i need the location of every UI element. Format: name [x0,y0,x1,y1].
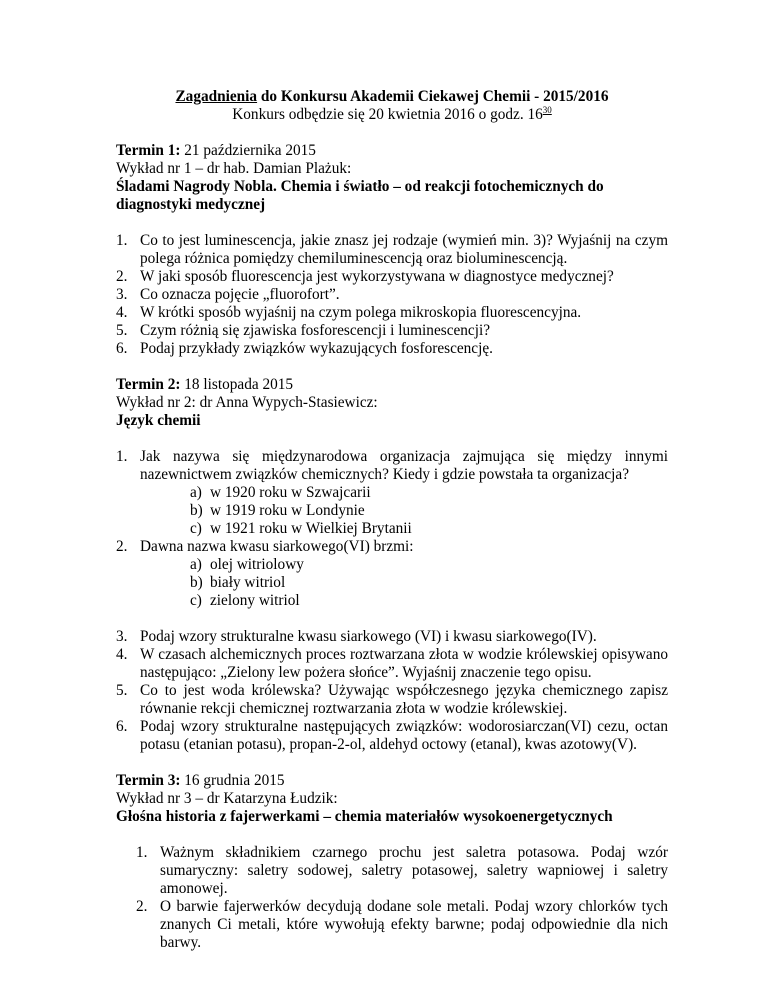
term-1-lecture: Wykład nr 1 – dr hab. Damian Plażuk: [116,160,352,177]
term-3-label: Termin 3: [116,772,181,789]
term-3-lecture: Wykład nr 3 – dr Katarzyna Łudzik: [116,790,338,807]
list-item: 2. Dawna nazwa kwasu siarkowego(VI) brzmi: a) olej witriolowy b) biały witriol c) zielony witriol [116,538,668,610]
term-2-lecture: Wykład nr 2: dr Anna Wypych-Stasiewicz: [116,394,378,411]
term-1-date: 21 października 2015 [180,142,316,159]
option-list [190,484,668,538]
term-2-title: Język chemii [116,412,201,429]
term-2-questions-b [116,628,668,754]
subtitle-text: Konkurs odbędzie się 20 kwietnia 2016 o godz. 16 [232,106,543,123]
term-3-title: Głośna historia z fajerwerkami – chemia materiałów wysokoenergetycznych [116,808,613,825]
list-item: 5. Co to jest woda królewska? Używając współczesnego języka chemicznego zapisz równanie rekcji chemicznej roztwarzania złota w wodzie królewskiej. [116,682,668,717]
option-item: a) w 1920 roku w Szwajcarii [190,484,371,501]
option-item: b) w 1919 roku w Londynie [190,502,365,519]
list-item: 2. O barwie fajerwerków decydują dodane sole metali. Podaj wzory chlorków tych znanych Ci metali, które wywołują efekty barwne; podaj odpowiednie dla nich barwy. [136,898,668,951]
list-item: 2. W jaki sposób fluorescencja jest wykorzystywana w diagnostyce medycznej? [116,268,614,285]
list-item: 5. Czym różnią się zjawiska fosforescencji i luminescencji? [116,322,490,339]
spacer [116,610,668,628]
term-3-heading [116,772,668,790]
term-1-heading [116,142,668,160]
term-2-heading [116,376,668,394]
list-item: 3. Podaj wzory strukturalne kwasu siarkowego (VI) i kwasu siarkowego(IV). [116,628,597,645]
list-item: 4. W krótki sposób wyjaśnij na czym polega mikroskopia fluorescencyjna. [116,304,582,321]
term-1-title: Śladami Nagrody Nobla. Chemia i światło – od reakcji fotochemicznych do diagnostyki medycznej [116,178,604,213]
term-1-section [116,142,668,358]
list-item: 6. Podaj wzory strukturalne następujących związków: wodorosiarczan(VI) cezu, octan potasu (etanian potasu), propan-2-ol, aldehyd octowy (etanal), kwas azotowy(V). [116,718,668,753]
term-2-label: Termin 2: [116,376,181,393]
term-3-date: 16 grudnia 2015 [180,772,285,789]
term-2-date: 18 listopada 2015 [180,376,294,393]
term-1-questions [116,232,668,358]
term-3-questions [136,844,668,952]
term-2-questions-a [116,448,668,610]
title-rest: do Konkursu Akademii Ciekawej Chemii - 2015/2016 [257,88,609,105]
title-block [116,88,668,124]
list-item: 6. Podaj przykłady związków wykazujących fosforescencję. [116,340,493,357]
option-item: a) olej witriolowy [190,556,304,573]
list-item: 1. Ważnym składnikiem czarnego prochu jest saletra potasowa. Podaj wzór sumaryczny: saletry sodowej, saletry potasowej, saletry wapniowej i saletry amonowej. [136,844,668,897]
option-item: c) w 1921 roku w Wielkiej Brytanii [190,520,412,537]
term-2-section [116,376,668,754]
term-1-label: Termin 1: [116,142,181,159]
list-item: 3. Co oznacza pojęcie „fluorofort”. [116,286,340,303]
option-item: c) zielony witriol [190,592,300,609]
document-subtitle [116,106,668,124]
list-item: 4. W czasach alchemicznych proces roztwarzana złota w wodzie królewskiej opisywano następująco: „Zielony lew pożera słońce”. Wyjaśnij znaczenie tego opisu. [116,646,668,681]
term-3-section [116,772,668,952]
subtitle-superscript: 30 [542,105,552,115]
option-item: b) biały witriol [190,574,286,591]
list-item: 1. Jak nazywa się międzynarodowa organizacja zajmująca się między innymi nazewnictwem związków chemicznych? Kiedy i gdzie powstała ta organizacja? a) w 1920 roku w Szwajcarii b) w 1919 roku w Londynie c) w 1921 roku w Wielkiej Brytanii [116,448,668,537]
document-title [116,88,668,106]
title-underlined: Zagadnienia [175,88,258,105]
list-item: 1. Co to jest luminescencja, jakie znasz jej rodzaje (wymień min. 3)? Wyjaśnij na czym polega różnica pomiędzy chemiluminescencją oraz bioluminescencją. [116,232,668,267]
option-list [190,556,668,610]
